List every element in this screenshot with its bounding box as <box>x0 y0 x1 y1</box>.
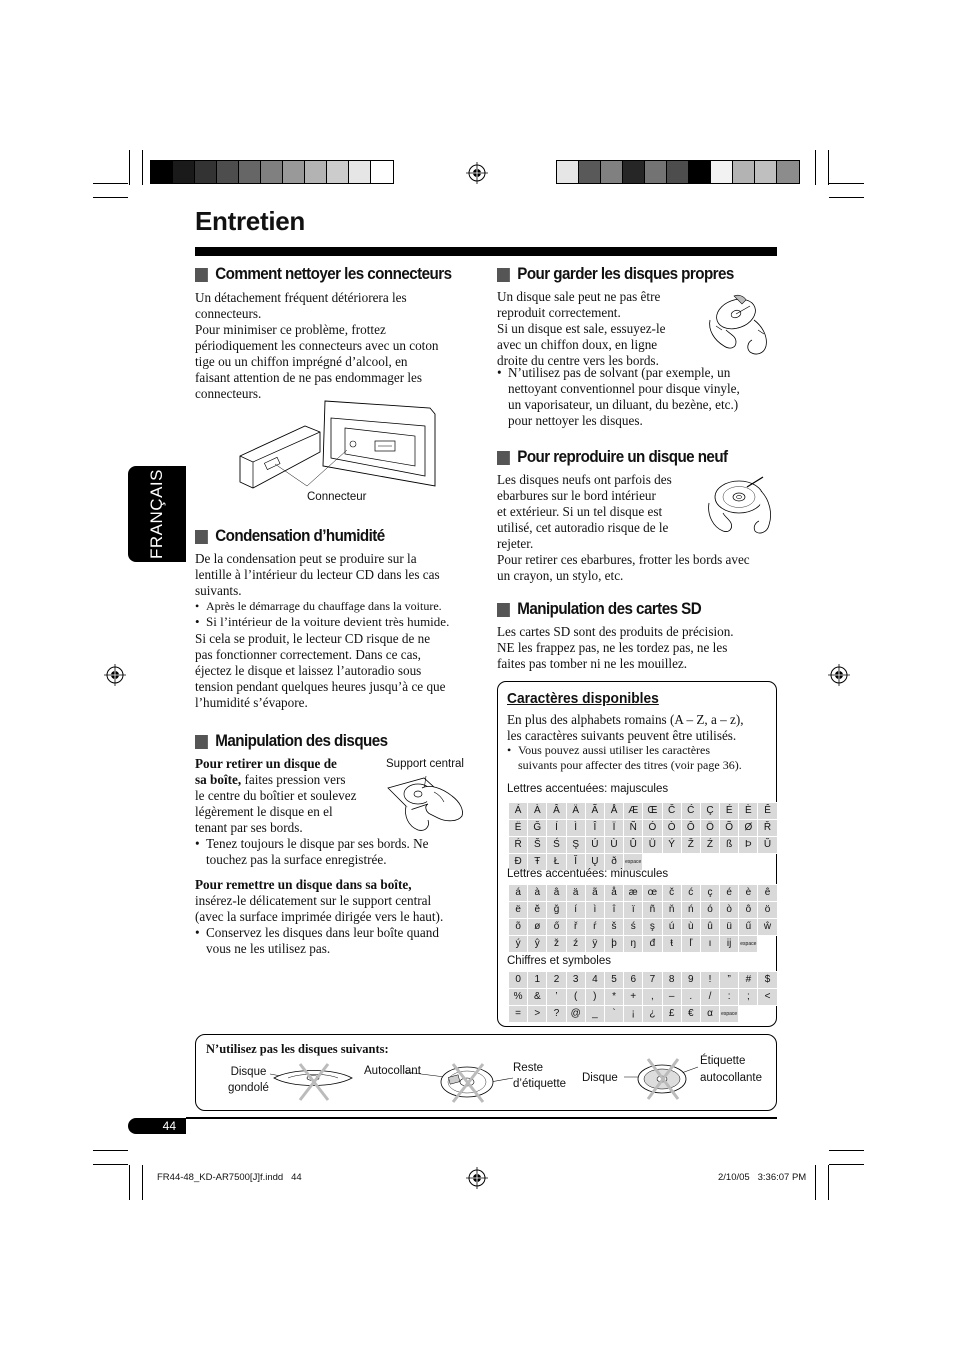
char-cell: î <box>604 902 623 919</box>
color-swatch <box>305 161 327 183</box>
crop-mark <box>815 1165 816 1200</box>
color-swatch <box>601 161 623 183</box>
color-swatch <box>151 161 173 183</box>
color-swatch <box>327 161 349 183</box>
char-row <box>509 919 778 936</box>
symboles-label: Chiffres et symboles <box>507 955 611 967</box>
char-cell: Ś <box>547 837 566 854</box>
char-cell: ü <box>720 919 739 936</box>
char-row <box>509 989 778 1006</box>
disc-rub-illustration <box>703 473 777 539</box>
crop-mark <box>142 1165 143 1200</box>
footer-date: 2/10/05 3:36:07 PM <box>718 1172 807 1183</box>
char-cell: è <box>739 885 758 902</box>
registration-mark-icon <box>466 1167 488 1189</box>
char-cell: ß <box>720 837 739 854</box>
char-cell: ê <box>758 885 777 902</box>
char-cell: ò <box>720 902 739 919</box>
warped-disc-icon <box>270 1060 356 1104</box>
autocollant-label: Autocollant <box>364 1065 421 1077</box>
char-cell: Þ <box>739 837 758 854</box>
caracteres-text: En plus des alphabets romains (A – Z, a – z), les caractères suivants peuvent être utilisés. <box>507 712 744 743</box>
char-cell: ó <box>700 902 719 919</box>
crop-mark <box>829 197 864 198</box>
char-cell: Đ <box>509 854 528 871</box>
section-heading-neuf: Pour reproduire un disque neuf <box>497 448 728 467</box>
char-cell: ź <box>566 936 585 953</box>
char-cell: ñ <box>643 902 662 919</box>
char-row <box>509 820 778 837</box>
color-swatch <box>733 161 755 183</box>
char-cell: ! <box>700 972 719 989</box>
char-cell: 4 <box>585 972 604 989</box>
char-cell: ? <box>547 1006 566 1023</box>
char-cell: Ŕ <box>509 837 528 854</box>
char-cell: ŧ <box>662 936 681 953</box>
char-cell: Ö <box>700 820 719 837</box>
char-cell: + <box>624 989 643 1006</box>
crop-mark <box>829 1150 864 1151</box>
registration-mark-icon <box>104 664 126 686</box>
minuscules-label: Lettres accentuées: minuscules <box>507 868 669 880</box>
char-cell: Ų <box>585 854 604 871</box>
section-heading-connecteurs: Comment nettoyer les connecteurs <box>195 265 451 284</box>
char-cell: Ó <box>643 820 662 837</box>
propres-text: Un disque sale peut ne pas être reproduit correctement. Si un disque est sale, essuyez-le avec un chiffon doux, en ligne droite du centre vers les bords. <box>497 289 666 368</box>
char-cell: – <box>662 989 681 1006</box>
char-cell: ( <box>566 989 585 1006</box>
char-cell: < <box>758 989 777 1006</box>
labelled-disc-icon <box>624 1055 704 1101</box>
section-square-icon <box>497 603 510 617</box>
color-swatch <box>755 161 777 183</box>
char-cell: 5 <box>604 972 623 989</box>
char-cell: ń <box>681 902 700 919</box>
caracteres-bullet <box>507 743 742 773</box>
char-cell: = <box>509 1006 528 1023</box>
section-square-icon <box>195 530 208 544</box>
page-title: Entretien <box>195 206 305 236</box>
char-cell: . <box>681 989 700 1006</box>
char-cell: ð <box>604 854 623 871</box>
char-cell: ŷ <box>528 936 547 953</box>
char-cell: ý <box>509 936 528 953</box>
crop-mark <box>828 1165 829 1200</box>
registration-mark-icon <box>466 162 488 184</box>
char-cell: ” <box>720 972 739 989</box>
color-swatch <box>777 161 799 183</box>
char-cell: ş <box>643 919 662 936</box>
char-cell: Ä <box>566 803 585 820</box>
char-cell: í <box>566 902 585 919</box>
disques-interdits-heading: N’utilisez pas les disques suivants: <box>206 1042 389 1056</box>
char-cell: 3 <box>566 972 585 989</box>
crop-mark <box>93 183 128 184</box>
char-cell: Ř <box>758 820 777 837</box>
char-row <box>509 936 778 953</box>
page-number: 44 <box>128 1118 186 1134</box>
char-cell: Ŭ <box>758 837 777 854</box>
char-cell: ŵ <box>758 919 777 936</box>
char-cell: $ <box>758 972 777 989</box>
manip-bullet-1 <box>195 836 428 868</box>
disque-gondole-label: Disque gondolé <box>228 1066 269 1094</box>
char-cell: œ <box>643 885 662 902</box>
char-cell: ŋ <box>624 936 643 953</box>
color-swatch <box>173 161 195 183</box>
color-swatch <box>371 161 393 183</box>
char-cell: þ <box>604 936 623 953</box>
color-swatch <box>195 161 217 183</box>
connecteurs-text: Un détachement fréquent détériorera les connecteurs. Pour minimiser ce problème, frottez périodiquement les connecteurs avec un coton tige ou un chiffon imprégné d’alcool, en faisant attention de ne pas endommager les connecteurs. <box>195 290 439 401</box>
char-cell: 6 <box>624 972 643 989</box>
section-square-icon <box>497 451 510 465</box>
char-cell: Í <box>547 820 566 837</box>
char-cell: ) <box>585 989 604 1006</box>
color-swatch <box>349 161 371 183</box>
color-swatch <box>557 161 579 183</box>
majuscules-table <box>508 802 778 871</box>
char-cell: Ñ <box>624 820 643 837</box>
section-square-icon <box>195 735 208 749</box>
char-cell: Ź <box>700 837 719 854</box>
char-cell: æ <box>624 885 643 902</box>
humidite-text-2: Si cela se produit, le lecteur CD risque de ne pas fonctionner correctement. Dans ce cas, éjectez le disque et laissez l’autoradio sous tension pendant quelques heures jusqu’à ce que l’humidité s’évapore. <box>195 631 446 710</box>
char-cell: ľ <box>681 936 700 953</box>
char-cell: Æ <box>624 803 643 820</box>
section-heading-manip-disques: Manipulation des disques <box>195 732 388 751</box>
char-cell: ő <box>547 919 566 936</box>
char-cell: & <box>528 989 547 1006</box>
char-cell: ì <box>585 902 604 919</box>
crop-mark <box>815 150 816 185</box>
char-cell: ù <box>681 919 700 936</box>
char-row <box>509 902 778 919</box>
list-item: • Conservez les disques dans leur boîte quand vous ne les utilisez pas. <box>195 925 439 957</box>
char-cell: Á <box>509 803 528 820</box>
caracteres-heading: Caractères disponibles <box>507 690 659 707</box>
char-cell: Õ <box>720 820 739 837</box>
char-cell: À <box>528 803 547 820</box>
char-cell: 2 <box>547 972 566 989</box>
char-cell: š <box>604 919 623 936</box>
color-swatch <box>623 161 645 183</box>
color-swatch <box>239 161 261 183</box>
char-cell: å <box>604 885 623 902</box>
minuscules-table <box>508 884 778 953</box>
char-cell: â <box>547 885 566 902</box>
char-cell: ř <box>566 919 585 936</box>
char-row <box>509 837 778 854</box>
section-heading-propres: Pour garder les disques propres <box>497 265 734 284</box>
list-item: • Tenez toujours le disque par ses bords. Ne touchez pas la surface enregistrée. <box>195 836 428 868</box>
sticker-disc-icon <box>405 1058 515 1104</box>
color-swatch <box>667 161 689 183</box>
disque-label: Disque <box>582 1072 618 1084</box>
footer-file-info: FR44-48_KD-AR7500[J]f.indd 44 <box>157 1172 302 1183</box>
neuf-text: Les disques neufs ont parfois des ebarbures sur le bord intérieur et extérieur. Si un tel disque est utilisé, cet autoradio risque de le rejeter. Pour retirer ces ebarbures, frotter les bords avec un crayon, un stylo, etc. <box>497 472 750 583</box>
char-cell: ű <box>739 919 758 936</box>
symboles-table <box>508 971 778 1023</box>
char-cell: ć <box>681 885 700 902</box>
color-swatch <box>645 161 667 183</box>
char-row <box>509 972 778 989</box>
support-central-label: Support central <box>386 758 464 770</box>
char-cell: Ć <box>681 803 700 820</box>
disc-case-hand-illustration <box>386 776 466 834</box>
list-item: • Vous pouvez aussi utiliser les caractères suivants pour affecter des titres (voir page 36). <box>507 743 742 773</box>
section-square-icon <box>497 268 510 282</box>
char-cell: Ë <box>509 820 528 837</box>
char-cell: / <box>700 989 719 1006</box>
crop-mark <box>828 150 829 185</box>
connector-illustration <box>235 396 445 496</box>
section-heading-humidite: Condensation d’humidité <box>195 527 385 546</box>
crop-mark <box>829 1164 864 1165</box>
char-cell: α <box>700 1006 719 1023</box>
remettre-text: Pour remettre un disque dans sa boîte, insérez-le délicatement sur le support central (avec la surface imprimée dirigée vers le haut). <box>195 877 444 924</box>
char-cell: espace <box>624 854 643 871</box>
char-row <box>509 1006 778 1023</box>
color-bar-right <box>556 160 800 184</box>
char-cell: ö <box>758 902 777 919</box>
char-cell: Û <box>624 837 643 854</box>
retirer-text: Pour retirer un disque de sa boîte, faites pression vers le centre du boîtier et soulevez légèrement le disque en el tenant par ses bords. <box>195 756 357 835</box>
char-cell: * <box>604 989 623 1006</box>
humidite-bullets <box>195 599 449 630</box>
char-cell: ; <box>739 989 758 1006</box>
title-rule <box>195 247 777 256</box>
char-cell: á <box>509 885 528 902</box>
color-swatch <box>689 161 711 183</box>
list-item: • Si l’intérieur de la voiture devient très humide. <box>195 614 449 630</box>
char-cell: Ý <box>662 837 681 854</box>
crop-mark <box>129 1165 130 1200</box>
etiquette-autocollante-label: Étiquette autocollante <box>700 1055 763 1084</box>
color-bar-left <box>150 160 394 184</box>
char-cell: Ô <box>681 820 700 837</box>
char-cell: @ <box>566 1006 585 1023</box>
char-cell: ï <box>624 902 643 919</box>
majuscules-label: Lettres accentuées: majuscules <box>507 783 669 795</box>
char-cell: # <box>739 972 758 989</box>
char-row <box>509 885 778 902</box>
char-cell: ô <box>739 902 758 919</box>
char-cell: ë <box>509 902 528 919</box>
char-cell: ı <box>700 936 719 953</box>
char-cell: espace <box>720 1006 739 1023</box>
propres-bullet <box>497 365 740 429</box>
char-cell: ` <box>604 1006 623 1023</box>
char-cell: 7 <box>643 972 662 989</box>
list-item: • Après le démarrage du chauffage dans la voiture. <box>195 599 449 614</box>
section-square-icon <box>195 268 208 282</box>
char-cell: 8 <box>662 972 681 989</box>
char-cell: Ü <box>643 837 662 854</box>
humidite-text: De la condensation peut se produire sur la lentille à l’intérieur du lecteur CD dans les cas suivants. <box>195 551 440 598</box>
char-cell: ç <box>700 885 719 902</box>
char-cell: Š <box>528 837 547 854</box>
char-cell: ĳ <box>720 936 739 953</box>
char-cell: Č <box>662 803 681 820</box>
sd-text: Les cartes SD sont des produits de précision. NE les frappez pas, ne les tordez pas, ne les faites pas tomber ni ne les mouillez. <box>497 624 734 671</box>
char-cell: Ì <box>566 820 585 837</box>
char-cell: č <box>662 885 681 902</box>
char-cell: > <box>528 1006 547 1023</box>
color-swatch <box>261 161 283 183</box>
char-cell: ž <box>547 936 566 953</box>
char-cell: ś <box>624 919 643 936</box>
char-cell: Ê <box>758 803 777 820</box>
char-cell: 0 <box>509 972 528 989</box>
bottom-rule <box>186 1117 777 1119</box>
char-cell: õ <box>509 919 528 936</box>
char-cell: Ø <box>739 820 758 837</box>
char-cell: Ž <box>681 837 700 854</box>
disc-wipe-illustration <box>706 290 776 358</box>
char-cell: espace <box>739 936 758 953</box>
char-cell: Ł <box>547 854 566 871</box>
char-cell: à <box>528 885 547 902</box>
char-cell: £ <box>662 1006 681 1023</box>
char-cell: ÿ <box>585 936 604 953</box>
char-cell: ’ <box>547 989 566 1006</box>
char-cell: Œ <box>643 803 662 820</box>
char-cell: Ŧ <box>528 854 547 871</box>
char-cell: Ù <box>604 837 623 854</box>
char-cell: € <box>681 1006 700 1023</box>
char-cell: Ş <box>566 837 585 854</box>
char-cell: ĕ <box>528 902 547 919</box>
section-heading-sd: Manipulation des cartes SD <box>497 600 701 619</box>
char-cell: È <box>739 803 758 820</box>
crop-mark <box>129 150 130 185</box>
color-swatch <box>579 161 601 183</box>
char-cell: Ç <box>700 803 719 820</box>
language-label: FRANÇAIS <box>147 469 166 559</box>
char-cell: ň <box>662 902 681 919</box>
char-cell: Ğ <box>528 820 547 837</box>
char-cell: ø <box>528 919 547 936</box>
char-cell: đ <box>643 936 662 953</box>
char-cell: ã <box>585 885 604 902</box>
crop-mark <box>829 183 864 184</box>
char-cell: Î <box>585 820 604 837</box>
crop-mark <box>93 1164 128 1165</box>
char-cell: Ï <box>604 820 623 837</box>
char-cell: é <box>720 885 739 902</box>
char-cell: _ <box>585 1006 604 1023</box>
connecteur-label: Connecteur <box>307 491 367 503</box>
char-cell: : <box>720 989 739 1006</box>
char-row <box>509 803 778 820</box>
manip-bullet-2 <box>195 925 439 957</box>
char-cell: Ú <box>585 837 604 854</box>
char-cell: ğ <box>547 902 566 919</box>
char-cell: 1 <box>528 972 547 989</box>
color-swatch <box>711 161 733 183</box>
char-cell: Å <box>604 803 623 820</box>
char-cell: ¡ <box>624 1006 643 1023</box>
char-cell: % <box>509 989 528 1006</box>
char-cell: û <box>700 919 719 936</box>
crop-mark <box>93 197 128 198</box>
color-swatch <box>283 161 305 183</box>
char-cell: ä <box>566 885 585 902</box>
registration-mark-icon <box>828 664 850 686</box>
char-cell: Ĭ <box>566 854 585 871</box>
char-cell: ¿ <box>643 1006 662 1023</box>
char-cell: É <box>720 803 739 820</box>
crop-mark <box>93 1150 128 1151</box>
char-cell: Ò <box>662 820 681 837</box>
language-tab <box>128 466 186 562</box>
color-swatch <box>217 161 239 183</box>
list-item: • N’utilisez pas de solvant (par exemple, un nettoyant conventionnel pour disque vinyle, un vaporisateur, un diluant, du bezène, etc.) pour nettoyer les disques. <box>497 365 740 429</box>
char-cell: ú <box>662 919 681 936</box>
char-cell: , <box>643 989 662 1006</box>
char-cell: Ã <box>585 803 604 820</box>
char-cell: 9 <box>681 972 700 989</box>
crop-mark <box>142 150 143 185</box>
char-cell: ŕ <box>585 919 604 936</box>
char-cell: Â <box>547 803 566 820</box>
reste-etiquette-label: Reste d’étiquette <box>513 1062 567 1090</box>
